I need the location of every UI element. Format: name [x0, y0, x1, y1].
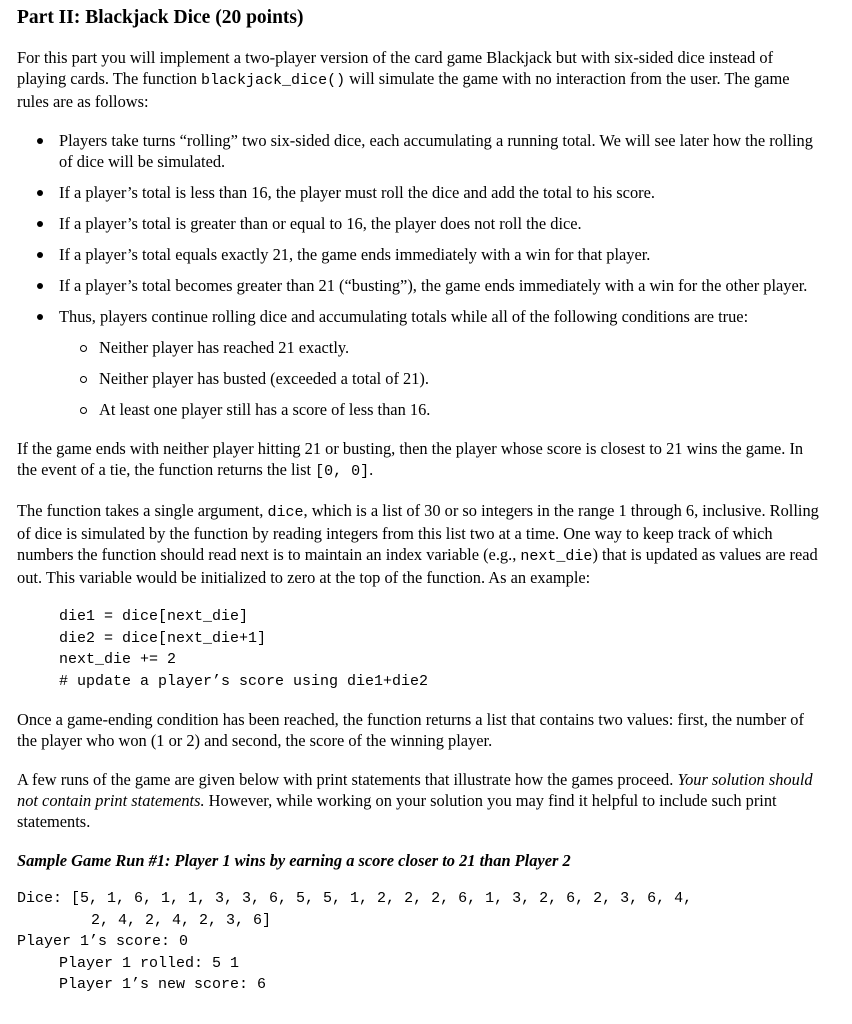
intro-paragraph: [17, 47, 824, 112]
runs-text-end: However, while working on your solution you may find it helpful to include such print statements.: [17, 791, 777, 831]
conditions-list: [59, 337, 824, 420]
rule-item: If a player’s total is less than 16, the player must roll the dice and add the total to his score.: [59, 182, 824, 203]
rule-item: Players take turns “rolling” two six-sided dice, each accumulating a running total. We will see later how the rolling of dice will be simulated.: [59, 130, 824, 172]
runs-emphasis: Your solution should not contain print statements.: [17, 770, 813, 810]
rule-item: [59, 306, 824, 420]
argument-paragraph: [17, 500, 824, 588]
intro-text: For this part you will implement a two-player version of the card game Blackjack but with six-sided dice instead of playing cards. The function: [17, 48, 774, 88]
code-line: die2 = dice[next_die+1]: [59, 629, 267, 647]
rule-item: If a player’s total is greater than or equal to 16, the player does not roll the dice.: [59, 213, 824, 234]
rules-list: [17, 130, 824, 420]
tie-text-end: .: [369, 460, 374, 479]
args-text-end: ) that is updated as values are read out. This variable would be initialized to zero at the top of the function. As an example:: [17, 545, 818, 587]
output-line: Player 1’s new score: 6: [59, 976, 267, 993]
function-name-code: blackjack_dice(): [201, 72, 346, 89]
code-line: die1 = dice[next_die]: [59, 608, 249, 625]
sample-heading: Sample Game Run #1: Player 1 wins by earning a score closer to 21 than Player 2: [17, 851, 571, 870]
runs-text: A few runs of the game are given below with print statements that illustrate how the games proceed.: [17, 770, 678, 789]
rule-item: If a player’s total equals exactly 21, the game ends immediately with a win for that player.: [59, 244, 824, 265]
dice-code: dice: [267, 504, 304, 521]
output-line: Player 1 rolled: 5 1: [59, 954, 240, 972]
section-title: Part II: Blackjack Dice (20 points): [17, 7, 304, 28]
example-code-block: [17, 606, 824, 692]
rule-item: If a player’s total becomes greater than 21 (“busting”), the game ends immediately with a win for the other player.: [59, 275, 824, 296]
returns-paragraph: Once a game-ending condition has been reached, the function returns a list that contains two values: first, the number of the player who won (1 or 2) and second, the score of the winning player.: [17, 710, 804, 750]
output-line: 2, 4, 2, 4, 2, 3, 6]: [91, 911, 272, 929]
next-die-code: next_die: [520, 548, 593, 565]
args-text: The function takes a single argument,: [17, 501, 268, 520]
condition-item: Neither player has reached 21 exactly.: [99, 337, 824, 358]
sample-output-block: [17, 888, 824, 996]
tie-paragraph: [17, 438, 824, 482]
output-line: Dice: [5, 1, 6, 1, 1, 3, 3, 6, 5, 5, 1, 2, 2, 2, 6, 1, 3, 2, 6, 2, 3, 6, 4,: [17, 890, 693, 907]
intro-text-end: will simulate the game with no interaction from the user. The game rules are as follows:: [17, 69, 790, 111]
code-line: # update a player’s score using die1+die2: [59, 672, 429, 690]
output-line: Player 1’s score: 0: [17, 933, 189, 950]
tie-text: If the game ends with neither player hitting 21 or busting, then the player whose score is closest to 21 wins the game. In the event of a tie, the function returns the list: [17, 439, 804, 479]
tie-return-code: [0, 0]: [315, 463, 370, 480]
args-text-middle: , which is a list of 30 or so integers in the range 1 through 6, inclusive. Rolling of dice is simulated by the function by reading integers from this list two at a time. One way to keep track of which numbers the function should read next is to maintain an index variable (e.g.,: [17, 501, 819, 564]
runs-paragraph: [17, 769, 824, 832]
condition-item: At least one player still has a score of less than 16.: [99, 399, 824, 420]
rule-text: Thus, players continue rolling dice and accumulating totals while all of the following conditions are true:: [59, 307, 749, 326]
condition-item: Neither player has busted (exceeded a total of 21).: [99, 368, 824, 389]
code-line: next_die += 2: [59, 651, 177, 668]
